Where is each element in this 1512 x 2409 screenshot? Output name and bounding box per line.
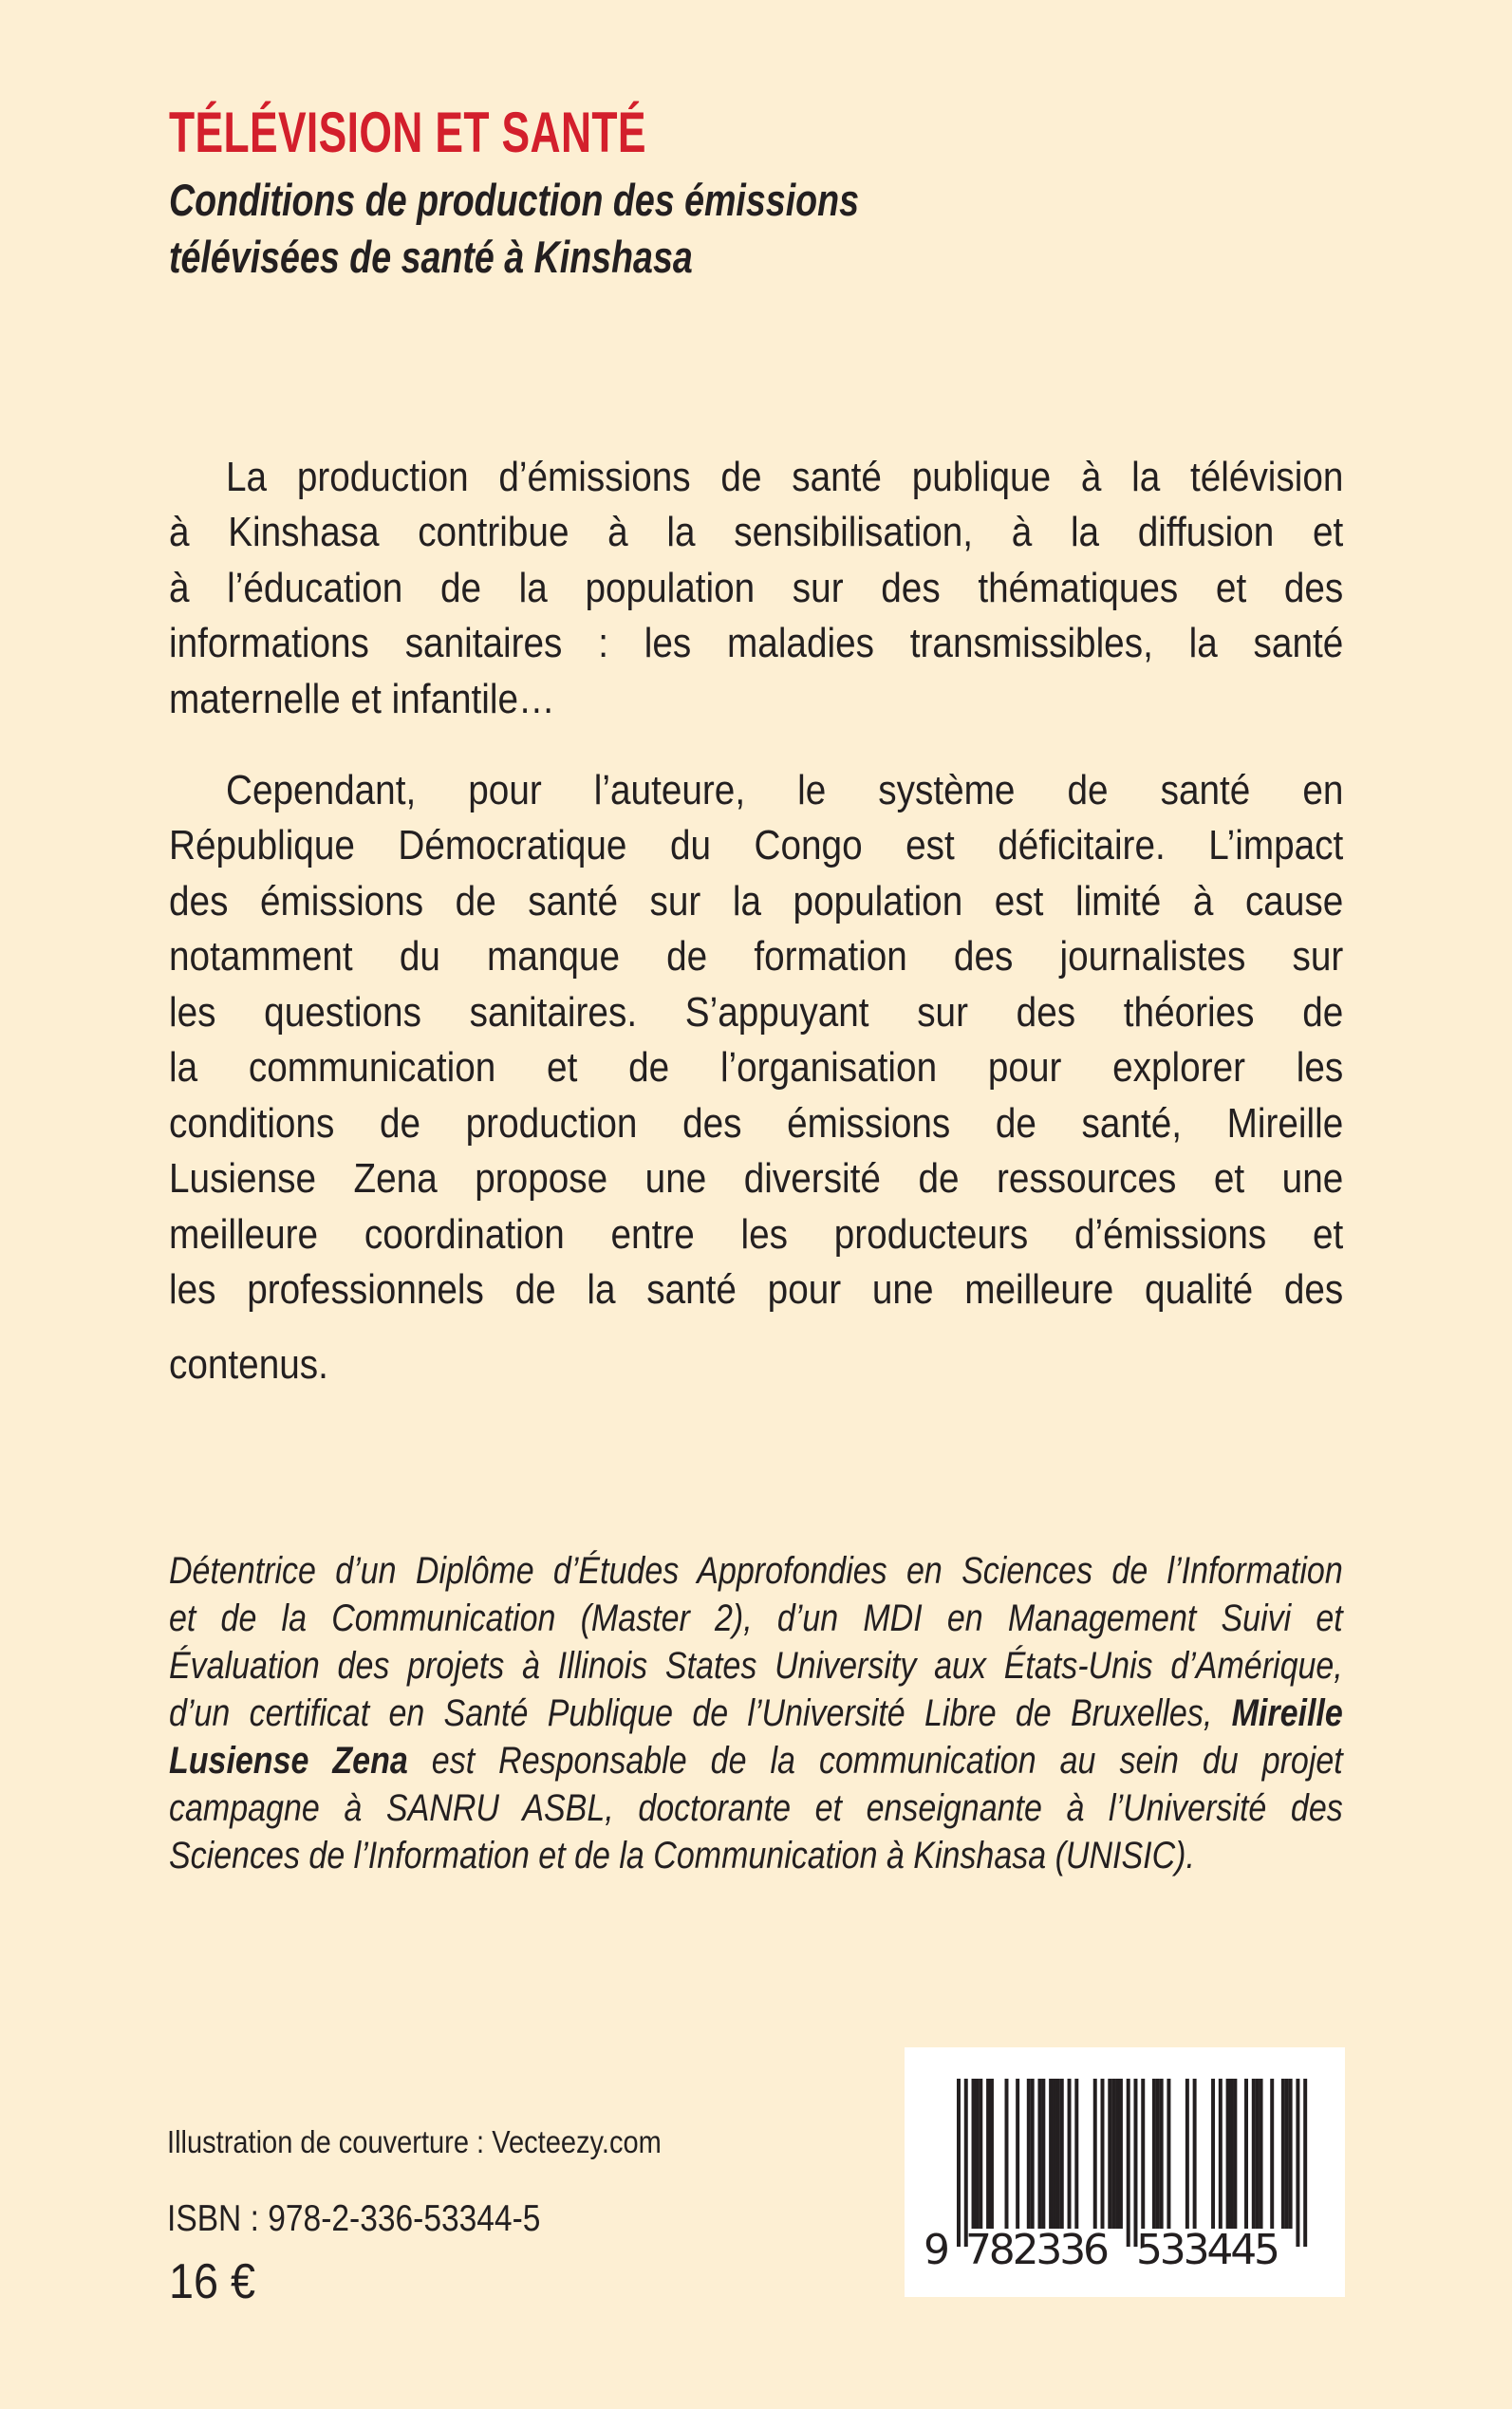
bio-line: Évaluation des projets à Illinois States University aux États-Unis d’Amérique, xyxy=(169,1645,1343,1687)
isbn: ISBN : 978-2-336-53344-5 xyxy=(167,2198,541,2239)
summary-line: Lusiense Zena propose une diversité de ressources et une xyxy=(169,1155,1344,1202)
summary-line: Cependant, pour l’auteure, le système de santé en xyxy=(226,767,1344,813)
barcode-right-digits: 533445 xyxy=(1136,2226,1280,2274)
book-subtitle-line-2: télévisées de santé à Kinshasa xyxy=(169,232,693,282)
author-name: Mireille xyxy=(1231,1692,1343,1734)
price: 16 € xyxy=(169,2254,256,2309)
bio-line: Sciences de l’Information et de la Communication à Kinshasa (UNISIC). xyxy=(169,1835,1195,1877)
summary-line: à l’éducation de la population sur des thématiques et des xyxy=(169,565,1344,611)
summary-line: meilleure coordination entre les producteurs d’émissions et xyxy=(169,1211,1344,1258)
illustration-credit: Illustration de couverture : Vecteezy.com xyxy=(167,2124,662,2159)
bio-line xyxy=(169,1691,1343,1735)
summary-line: contenus. xyxy=(169,1341,328,1388)
barcode-icon xyxy=(905,2047,1345,2297)
bio-line: campagne à SANRU ASBL, doctorante et enseignante à l’Université des xyxy=(169,1787,1343,1829)
summary-line: les questions sanitaires. S’appuyant sur des théories de xyxy=(169,989,1344,1036)
isbn-barcode xyxy=(905,2047,1345,2297)
summary-line: la communication et de l’organisation pour explorer les xyxy=(169,1044,1344,1091)
bio-text: d’un certificat en Santé Publique de l’Université Libre de Bruxelles, xyxy=(169,1692,1213,1734)
summary-line: conditions de production des émissions de santé, Mireille xyxy=(169,1100,1344,1147)
barcode-left-digits: 782336 xyxy=(965,2226,1110,2274)
author-name: Lusiense Zena xyxy=(169,1740,408,1782)
bio-line: Détentrice d’un Diplôme d’Études Approfondies en Sciences de l’Information xyxy=(169,1550,1343,1592)
bio-line: et de la Communication (Master 2), d’un MDI en Management Suivi et xyxy=(169,1597,1343,1639)
book-subtitle-line-1: Conditions de production des émissions xyxy=(169,175,859,225)
summary-line: les professionnels de la santé pour une meilleure qualité des xyxy=(169,1266,1344,1313)
summary-line: La production d’émissions de santé publique à la télévision xyxy=(226,454,1344,500)
summary-line: maternelle et infantile… xyxy=(169,676,555,722)
summary-line: à Kinshasa contribue à la sensibilisation, à la diffusion et xyxy=(169,509,1344,555)
book-title: TÉLÉVISION ET SANTÉ xyxy=(169,101,646,164)
bio-line xyxy=(169,1739,1343,1783)
summary-line: informations sanitaires : les maladies transmissibles, la santé xyxy=(169,620,1344,666)
summary-line: des émissions de santé sur la population est limité à cause xyxy=(169,878,1344,924)
bio-text: est Responsable de la communication au sein du projet xyxy=(431,1740,1343,1782)
summary-line: République Démocratique du Congo est déficitaire. L’impact xyxy=(169,822,1344,868)
summary-line: notamment du manque de formation des journalistes sur xyxy=(169,933,1344,980)
barcode-first-digit: 9 xyxy=(924,2226,950,2274)
